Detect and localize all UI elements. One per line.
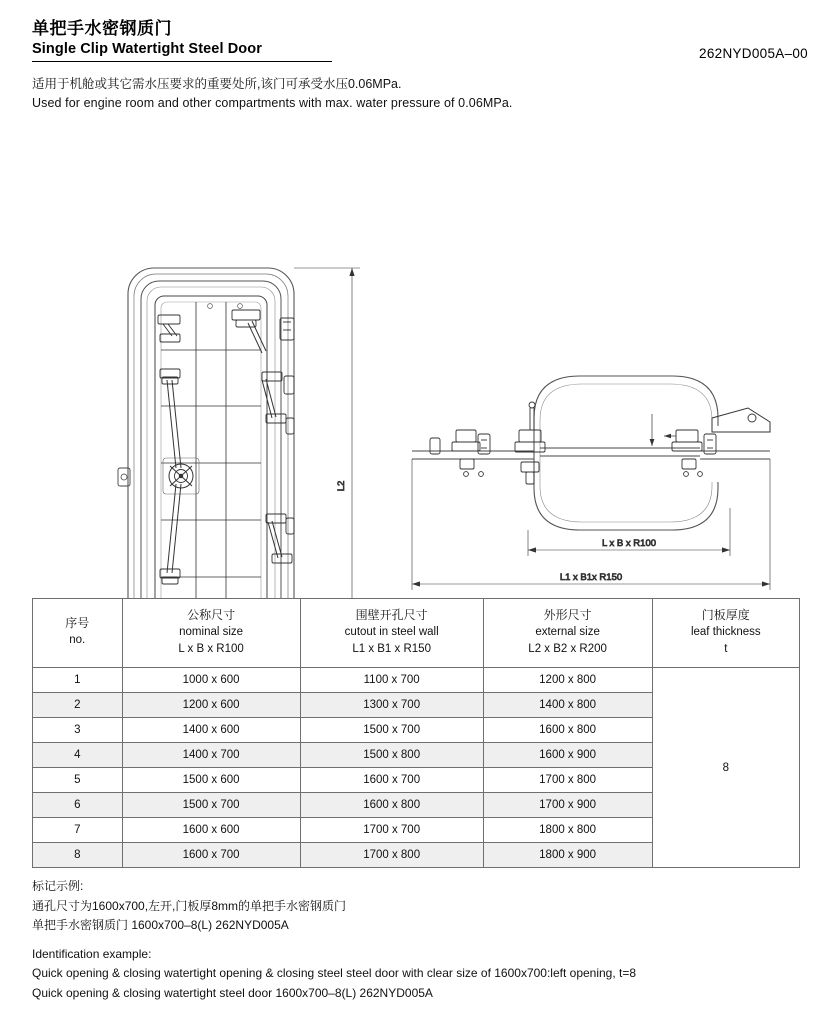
technical-drawing	[0, 118, 830, 598]
cell-cutout: 1600 x 700	[300, 768, 483, 793]
table-header-no	[33, 598, 123, 668]
note-en-line1: Quick opening & closing watertight opening & closing steel steel door with clear size of 1600x700:left opening, t=8	[32, 966, 637, 981]
cell-external: 1600 x 900	[483, 743, 652, 768]
cell-no: 3	[33, 718, 123, 743]
cell-external: 1400 x 800	[483, 693, 652, 718]
spec-table	[32, 598, 800, 869]
cell-nominal: 1200 x 600	[122, 693, 300, 718]
page-title-en: Single Clip Watertight Steel Door	[32, 41, 262, 58]
cell-external: 1700 x 800	[483, 768, 652, 793]
header-thickness-en: leaf thickness	[690, 625, 761, 638]
table-header-thickness	[652, 598, 799, 668]
header-nominal-sub: L x B x R100	[178, 643, 244, 656]
cell-no: 8	[33, 843, 123, 868]
header-no-cn: 序号	[65, 616, 90, 631]
dim-label-l2: L2	[336, 480, 347, 492]
header-external-en: external size	[535, 625, 600, 638]
note-spacer	[32, 936, 800, 945]
section-view	[412, 376, 770, 590]
note-cn-line2: 单把手水密钢质门 1600x700–8(L) 262NYD005A	[32, 918, 289, 933]
cell-no: 7	[33, 818, 123, 843]
cell-no: 2	[33, 693, 123, 718]
note-en-line2: Quick opening & closing watertight steel door 1600x700–8(L) 262NYD005A	[32, 985, 433, 1000]
cell-cutout: 1500 x 800	[300, 743, 483, 768]
header-thickness-cn: 门板厚度	[701, 607, 750, 622]
header-external-sub: L2 x B2 x R200	[528, 643, 607, 656]
cell-external: 1800 x 900	[483, 843, 652, 868]
header-external-cn: 外形尺寸	[543, 607, 592, 622]
dim-label-outer: L1 x B1x R150	[559, 571, 623, 583]
spec-table-wrap	[32, 598, 800, 869]
cell-nominal: 1400 x 600	[122, 718, 300, 743]
table-header-cutout	[300, 598, 483, 668]
cell-cutout: 1300 x 700	[300, 693, 483, 718]
cell-cutout: 1700 x 700	[300, 818, 483, 843]
cell-nominal: 1600 x 700	[122, 843, 300, 868]
cell-no: 1	[33, 668, 123, 693]
description-cn: 适用于机舱或其它需水压要求的重要处所,该门可承受水压0.06MPa.	[32, 77, 402, 92]
note-cn-title: 标记示例:	[32, 879, 84, 894]
header-no-sub: no.	[69, 634, 86, 647]
cell-nominal: 1400 x 700	[122, 743, 300, 768]
table-header-nominal	[122, 598, 300, 668]
cell-nominal: 1000 x 600	[122, 668, 300, 693]
cell-cutout: 1100 x 700	[300, 668, 483, 693]
cell-cutout: 1700 x 800	[300, 843, 483, 868]
cell-external: 1800 x 800	[483, 818, 652, 843]
header-nominal-en: nominal size	[179, 625, 244, 638]
cell-cutout: 1500 x 700	[300, 718, 483, 743]
header-cutout-sub: L1 x B1 x R150	[352, 643, 431, 656]
header-cutout-cn: 围壁开孔尺寸	[355, 607, 428, 622]
document-code: 262NYD005A–00	[699, 46, 808, 61]
cell-no: 4	[33, 743, 123, 768]
cell-cutout: 1600 x 800	[300, 793, 483, 818]
header-nominal-cn: 公称尺寸	[187, 607, 236, 622]
table-header-row	[33, 598, 800, 668]
title-divider	[32, 61, 332, 62]
cell-no: 5	[33, 768, 123, 793]
dim-label-inner: L x B x R100	[601, 537, 657, 549]
cell-external: 1700 x 900	[483, 793, 652, 818]
cell-external: 1200 x 800	[483, 668, 652, 693]
identification-notes	[32, 877, 800, 1003]
cell-nominal: 1500 x 600	[122, 768, 300, 793]
cell-leaf-thickness: 8	[652, 668, 799, 868]
cell-no: 6	[33, 793, 123, 818]
description-en: Used for engine room and other compartments with max. water pressure of 0.06MPa.	[32, 96, 513, 111]
note-cn-line1: 通孔尺寸为1600x700,左开,门板厚8mm的单把手水密钢质门	[32, 898, 347, 913]
cell-nominal: 1600 x 600	[122, 818, 300, 843]
cell-external: 1600 x 800	[483, 718, 652, 743]
cell-nominal: 1500 x 700	[122, 793, 300, 818]
document-header	[0, 0, 830, 114]
front-view	[118, 268, 360, 598]
header-cutout-en: cutout in steel wall	[344, 625, 439, 638]
note-en-title: Identification example:	[32, 946, 152, 961]
table-header-external	[483, 598, 652, 668]
page-title-cn: 单把手水密钢质门	[32, 19, 172, 38]
table-row	[33, 668, 800, 693]
header-thickness-sub: t	[724, 643, 728, 656]
